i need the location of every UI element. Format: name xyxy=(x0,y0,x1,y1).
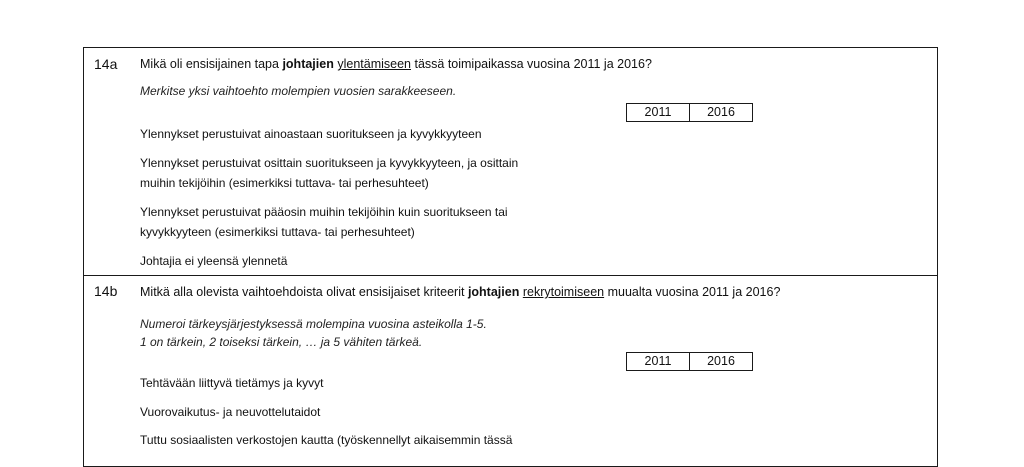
question-text-14b xyxy=(140,285,780,299)
question-text-end: tässä toimipaikassa vuosina 2011 ja 2016? xyxy=(411,57,652,71)
question-text-start: Mikä oli ensisijainen tapa xyxy=(140,57,283,71)
year-cell-2016: 2016 xyxy=(690,104,753,122)
option-line: Ylennykset perustuivat ainoastaan suoritukseen ja kyvykkyyteen xyxy=(140,127,482,141)
answer-option-14b-1[interactable] xyxy=(140,373,323,393)
answer-option-14b-3[interactable] xyxy=(140,430,512,450)
question-number-14a: 14a xyxy=(94,56,118,72)
question-divider xyxy=(83,275,938,276)
question-text-underlined: rekrytoimiseen xyxy=(522,285,605,299)
instruction-line: 1 on tärkein, 2 toiseksi tärkein, … ja 5 vähiten tärkeä. xyxy=(140,335,423,349)
question-text-underlined: ylentämiseen xyxy=(337,57,411,71)
question-text-start: Mitkä alla olevista vaihtoehdoista olivat ensisijaiset kriteerit xyxy=(140,285,468,299)
answer-option-14b-2[interactable] xyxy=(140,402,320,422)
option-line: muihin tekijöihin (esimerkiksi tuttava- tai perhesuhteet) xyxy=(140,176,429,190)
option-line: Tehtävään liittyvä tietämys ja kyvyt xyxy=(140,376,324,390)
question-text-bold: johtajien xyxy=(467,285,520,299)
year-cell-2016: 2016 xyxy=(690,353,753,371)
answer-option-14a-2[interactable] xyxy=(140,153,518,193)
option-line: kyvykkyyteen (esimerkiksi tuttava- tai perhesuhteet) xyxy=(140,225,415,239)
option-line: Johtajia ei yleensä ylennetä xyxy=(140,254,288,268)
question-text-end: muualta vuosina 2011 ja 2016? xyxy=(604,285,781,299)
question-text-14a xyxy=(140,57,652,71)
instruction-14a xyxy=(140,82,456,100)
year-header-14a xyxy=(626,103,753,122)
answer-option-14a-1[interactable] xyxy=(140,124,482,144)
year-header-14b xyxy=(626,352,753,371)
answer-option-14a-3[interactable] xyxy=(140,202,508,242)
option-line: Vuorovaikutus- ja neuvottelutaidot xyxy=(140,405,321,419)
year-cell-2011: 2011 xyxy=(627,353,690,371)
instruction-line: Merkitse yksi vaihtoehto molempien vuosien sarakkeeseen. xyxy=(140,84,457,98)
instruction-14b xyxy=(140,315,487,351)
option-line: Ylennykset perustuivat pääosin muihin tekijöihin kuin suoritukseen tai xyxy=(140,205,508,219)
answer-option-14a-4[interactable] xyxy=(140,251,287,271)
question-text-bold: johtajien xyxy=(282,57,334,71)
year-cell-2011: 2011 xyxy=(627,104,690,122)
option-line: Tuttu sosiaalisten verkostojen kautta (työskennellyt aikaisemmin tässä xyxy=(140,433,513,447)
instruction-line: Numeroi tärkeysjärjestyksessä molempina vuosina asteikolla 1-5. xyxy=(140,317,487,331)
option-line: Ylennykset perustuivat osittain suoritukseen ja kyvykkyyteen, ja osittain xyxy=(140,156,519,170)
question-number-14b: 14b xyxy=(94,283,118,299)
